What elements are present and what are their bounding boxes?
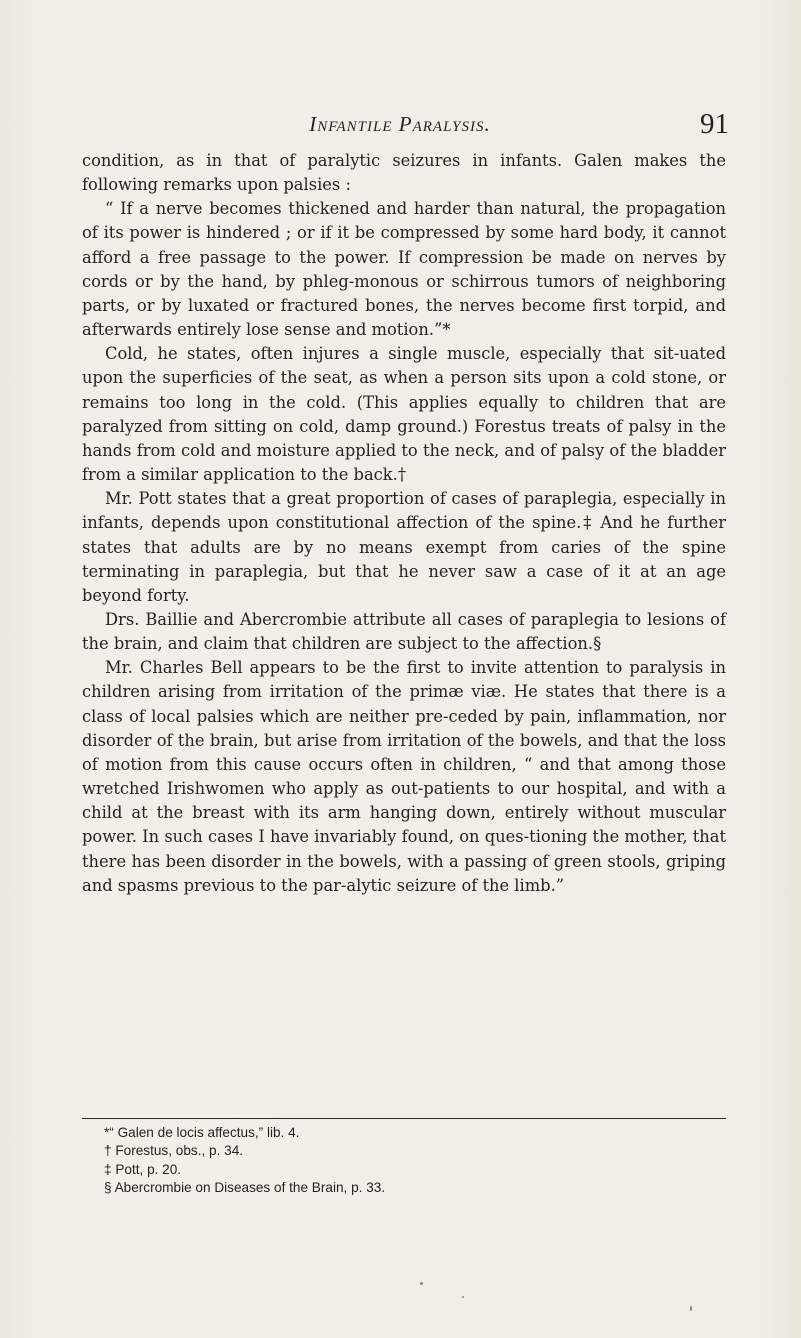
paper-speck [462,1296,464,1298]
footnote-galen: *“ Galen de locis affectus,” lib. 4. [104,1125,300,1140]
footnote-divider [82,1118,726,1119]
paragraph-galen-quote: “ If a nerve becomes thickened and harder than natural, the propagation of its power is hindered ; or if it be compressed by some hard body, it cannot afford a free passage to the power. If compression be made on nerves by cords or by the hand, by phleg-monous or schirrous tumors of neighboring parts, or by luxated or fractured bones, the nerves become first torpid, and afterwards entirely lose sense and motion.”* [82,199,726,340]
footnote-pott: ‡ Pott, p. 20. [104,1161,182,1177]
paragraph-baillie: Drs. Baillie and Abercrombie attribute all cases of paraplegia to lesions of the brain, and claim that children are subject to the affection.§ [82,609,726,654]
paragraph-bell: Mr. Charles Bell appears to be the first to invite attention to paralysis in children arising from irritation of the primæ viæ. He states that there is a class of local palsies which are neither pre-ceded by pain, inflammation, nor disorder of the brain, but arise from irritation of the bowels, and that the loss of motion from this cause occurs often in children, “ and that among those wretched Irishwomen who apply as out-patients to our hospital, and with a child at the breast with its arm hanging down, entirely without muscular power. In such cases I have invariably found, on ques-tioning the mother, that there has been disorder in the bowels, with a passing of green stools, griping and spasms previous to the par-alytic seizure of the limb.” [82,658,726,895]
paragraph-pott: Mr. Pott states that a great proportion of cases of paraplegia, especially in infants, depends upon constitutional affection of the spine.‡ And he further states that adults are by no means exempt from caries of the spine terminating in paraplegia, but that he never saw a case of it at an age beyond forty. [82,489,726,605]
footnotes [104,1124,724,1198]
paper-speck [690,1306,692,1311]
footnote-abercrombie: § Abercrombie on Diseases of the Brain, p. 33. [104,1180,386,1196]
paragraph-cold: Cold, he states, often injures a single muscle, especially that sit-uated upon the superficies of the seat, as when a person sits upon a cold stone, or remains too long in the cold. (This applies equally to children that are paralyzed from sitting on cold, damp ground.) Forestus treats of palsy in the hands from cold and moisture applied to the neck, and of palsy of the bladder from a similar application to the back.† [82,344,726,485]
running-head: Infantile Paralysis. [309,112,491,136]
body-text [82,149,726,898]
paragraph-galen-intro: condition, as in that of paralytic seizures in infants. Galen makes the following remarks upon palsies : [82,151,726,195]
page-number: 91 [700,108,729,140]
paper-speck [420,1282,423,1285]
footnote-forestus: † Forestus, obs., p. 34. [104,1143,244,1159]
